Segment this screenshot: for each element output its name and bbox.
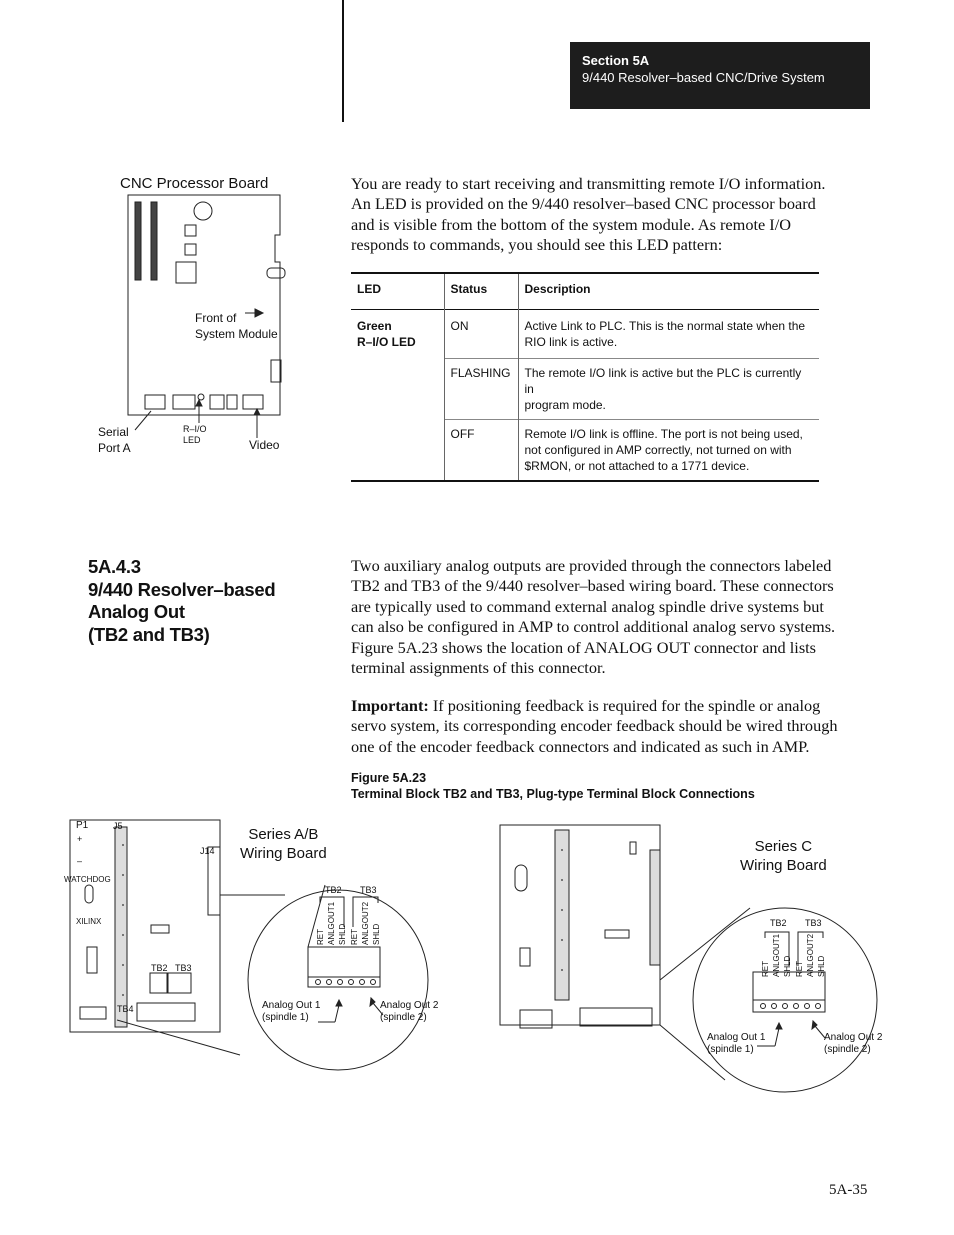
section-heading: 5A.4.3 9/440 Resolver–based Analog Out (TB2 and TB3) — [88, 556, 276, 645]
led-name-cell: Green R–I/O LED — [351, 309, 444, 480]
pin-label: SHLD — [783, 955, 792, 977]
analog-out-2-label: Analog Out 2 (spindle 2) — [824, 1032, 883, 1055]
analog-out-1-label: Analog Out 1 (spindle 1) — [262, 1000, 321, 1023]
important-paragraph: Important: If positioning feedback is required for the spindle or analog servo system, its corresponding encoder feedback should be wired through one of the encoder feedback connectors and indicated as such in AMP. — [351, 696, 838, 756]
board-figure-title: CNC Processor Board — [120, 175, 269, 192]
series-c-wiring-board-diagram — [495, 820, 895, 1100]
tb2-zoom-label: TB2 — [770, 918, 787, 928]
pin-label: SHLD — [338, 923, 347, 945]
figure-number: Figure 5A.23 — [351, 771, 427, 785]
description-cell: Active Link to PLC. This is the normal state when the RIO link is active. — [524, 318, 806, 349]
series-c-title: Series C Wiring Board — [740, 838, 827, 874]
table-row — [351, 309, 819, 358]
important-label: Important: — [351, 696, 429, 715]
page-number: 5A-35 — [829, 1182, 868, 1198]
pin-label: ANLGOUT2 — [806, 933, 815, 977]
section-subtitle: 9/440 Resolver–based CNC/Drive System — [582, 70, 825, 85]
watchdog-label: WATCHDOG — [64, 875, 111, 884]
figure-caption — [351, 770, 755, 802]
tb3-zoom-label: TB3 — [805, 918, 822, 928]
rio-led-label: R–I/O LED — [183, 424, 207, 445]
tb2-label: TB2 — [151, 963, 168, 973]
description-cell: Remote I/O link is offline. The port is not being used, not configured in AMP correctly, not turned on with $RMON, or not attached to a 1771 device. — [524, 426, 803, 473]
j14-label: J14 — [200, 846, 215, 856]
pin-label: RET — [795, 961, 804, 977]
intro-paragraph: You are ready to start receiving and transmitting remote I/O information. An LED is provided on the 9/440 resolver–based CNC processor board and is visible from the bottom of the system module. As remote I/O responds to commands, you should see this LED pattern: — [351, 174, 826, 255]
video-label: Video — [249, 438, 280, 452]
status-cell: ON — [444, 309, 518, 358]
series-ab-title: Series A/B Wiring Board — [240, 826, 327, 862]
tb3-zoom-label: TB3 — [360, 885, 377, 895]
analog-out-paragraph: Two auxiliary analog outputs are provided through the connectors labeled TB2 and TB3 of the 9/440 resolver–based wiring board. These connectors are typically used to command external analog spindle drive systems but can also be configured in AMP to control additional analog servo systems. Figure 5A.23 shows the location of ANALOG OUT connector and lists terminal assignments of this connector. — [351, 556, 836, 678]
section-title: Section 5A — [582, 53, 650, 68]
p1-label: P1 — [76, 820, 89, 831]
status-cell: FLASHING — [444, 358, 518, 419]
tb3-label: TB3 — [175, 963, 192, 973]
pin-label: ANLGOUT1 — [327, 901, 336, 945]
plus-label: + — [77, 834, 83, 844]
tb4-label: TB4 — [117, 1004, 134, 1014]
led-status-table — [351, 272, 819, 482]
col-header-description: Description — [524, 282, 591, 296]
pin-label: RET — [316, 929, 325, 945]
pin-label: ANLGOUT2 — [361, 901, 370, 945]
front-of-module-label: Front of System Module — [195, 311, 278, 341]
status-cell: OFF — [444, 419, 518, 480]
margin-rule — [342, 0, 344, 122]
col-header-status: Status — [444, 274, 518, 309]
figure-title: Terminal Block TB2 and TB3, Plug-type Terminal Block Connections — [351, 787, 755, 801]
xilinx-label: XILINX — [76, 917, 102, 926]
section-header-box — [570, 42, 870, 109]
pin-label: RET — [350, 929, 359, 945]
j5-label: J5 — [113, 821, 123, 831]
analog-out-1-label: Analog Out 1 (spindle 1) — [707, 1032, 766, 1055]
analog-out-2-label: Analog Out 2 (spindle 2) — [380, 1000, 439, 1023]
serial-port-label: Serial Port A — [98, 425, 131, 455]
pin-label: ANLGOUT1 — [772, 933, 781, 977]
minus-label: – — [77, 856, 83, 866]
col-header-led: LED — [351, 274, 444, 309]
pin-label: SHLD — [372, 923, 381, 945]
description-cell: The remote I/O link is active but the PLC is currently in program mode. — [524, 365, 802, 412]
pin-label: SHLD — [817, 955, 826, 977]
pin-label: RET — [761, 961, 770, 977]
tb2-zoom-label: TB2 — [325, 885, 342, 895]
